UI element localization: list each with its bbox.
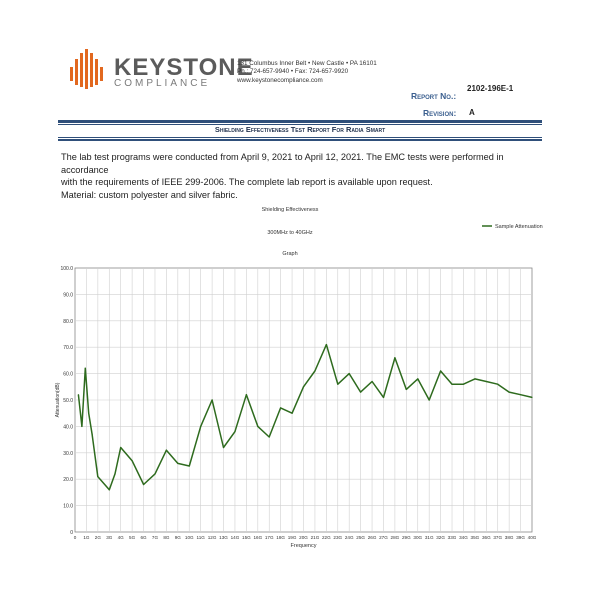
data-point xyxy=(132,460,133,461)
x-tick-label: 6G xyxy=(140,535,147,540)
x-tick-label: 34G xyxy=(459,535,468,540)
x-tick-label: 12G xyxy=(207,535,217,540)
data-point xyxy=(349,373,350,374)
x-tick-label: 29G xyxy=(401,535,411,540)
x-tick-label: 39G xyxy=(516,535,525,540)
data-point xyxy=(463,384,464,385)
data-point xyxy=(371,381,372,382)
data-point xyxy=(120,447,121,448)
data-point xyxy=(143,484,144,485)
x-tick-label: 2G xyxy=(94,535,101,540)
data-point xyxy=(246,394,247,395)
data-point xyxy=(474,378,475,379)
data-point xyxy=(269,436,270,437)
data-point xyxy=(200,426,201,427)
address-line: 131 Columbus Inner Belt • New Castle • PA 16101 xyxy=(237,60,377,67)
x-tick-label: 9G xyxy=(174,535,181,540)
data-point xyxy=(406,389,407,390)
x-tick-label: 11G xyxy=(196,535,205,540)
report-number-label: Report No.: xyxy=(411,91,457,101)
x-tick-label: 30G xyxy=(413,535,423,540)
y-tick-label: 60.0 xyxy=(63,371,73,378)
x-tick-label: 27G xyxy=(379,535,388,540)
material-line: Material: custom polyester and silver fabric. xyxy=(61,189,238,200)
revision-label: Revision: xyxy=(423,108,457,118)
data-point xyxy=(166,450,167,451)
data-point xyxy=(114,473,115,474)
x-tick-label: 23G xyxy=(333,535,343,540)
x-tick-label: 17G xyxy=(264,535,274,540)
data-point xyxy=(154,473,155,474)
data-point xyxy=(109,489,110,490)
y-tick-label: 90.0 xyxy=(63,292,73,299)
x-tick-label: 7G xyxy=(151,535,159,540)
data-point xyxy=(291,413,292,414)
legend-label: Sample Attenuation xyxy=(495,224,543,230)
x-tick-label: 10G xyxy=(184,535,194,540)
data-point xyxy=(92,434,93,435)
x-tick-label: 32G xyxy=(436,535,445,540)
x-tick-label: 1G xyxy=(83,535,90,540)
data-point xyxy=(85,368,86,369)
chart-subtitle: 300MHz to 40GHz xyxy=(267,230,313,236)
y-tick-label: 10.0 xyxy=(63,503,73,510)
x-tick-label: 14G xyxy=(230,535,240,540)
data-point xyxy=(97,476,98,477)
data-point xyxy=(78,394,79,395)
x-tick-label: 24G xyxy=(344,535,354,540)
data-point xyxy=(303,386,304,387)
x-tick-label: 19G xyxy=(287,535,297,540)
intro-line: The lab test programs were conducted from April 9, 2021 to April 12, 2021. The EMC tests were performed in accordance xyxy=(61,152,504,175)
x-tick-label: 37G xyxy=(493,535,503,540)
x-tick-label: 5G xyxy=(129,535,136,540)
data-point xyxy=(337,384,338,385)
data-point xyxy=(486,381,487,382)
data-point xyxy=(383,397,384,398)
y-tick-label: 50.0 xyxy=(63,398,73,404)
report-number-value: 2102-196E-1 xyxy=(467,84,514,93)
x-tick-label: 13G xyxy=(219,535,228,540)
intro-line: with the requirements of IEEE 299-2006. The complete lab report is available upon request. xyxy=(61,177,433,188)
data-point xyxy=(280,407,281,408)
x-tick-label: 25G xyxy=(356,535,365,540)
y-axis-label: Attenuation(dB) xyxy=(55,382,61,418)
x-tick-label: 8G xyxy=(163,535,170,540)
x-tick-label: 26G xyxy=(367,535,377,540)
x-tick-label: 3G xyxy=(106,535,113,540)
y-tick-label: 40.0 xyxy=(63,424,73,431)
address-phone: Ph.: 724-657-9940 • Fax: 724-657-9920 xyxy=(237,68,349,76)
y-tick-label: 70.0 xyxy=(63,345,73,352)
y-tick-label: 30.0 xyxy=(63,450,73,457)
data-point xyxy=(417,378,418,379)
data-point xyxy=(531,397,532,398)
y-tick-label: 20.0 xyxy=(63,477,73,484)
x-tick-label: 22G xyxy=(322,535,331,540)
data-point xyxy=(451,384,452,385)
chart-title: Shielding Effectiveness xyxy=(261,207,319,213)
x-tick-label: 15G xyxy=(242,535,251,540)
data-point xyxy=(326,344,327,345)
x-tick-label: 16G xyxy=(253,535,263,540)
x-tick-label: 21G xyxy=(310,535,320,540)
y-tick-label: 100.0 xyxy=(60,266,73,272)
brand-name: KEYSTONE xyxy=(114,54,254,81)
data-point xyxy=(257,426,258,427)
data-point xyxy=(520,394,521,395)
x-tick-label: 20G xyxy=(299,535,308,540)
data-point xyxy=(429,399,430,400)
x-tick-label: 33G xyxy=(447,535,457,540)
data-point xyxy=(509,391,510,392)
x-tick-label: 4G xyxy=(117,535,124,540)
x-tick-label: 31G xyxy=(424,535,434,540)
x-tick-label: 28G xyxy=(390,535,400,540)
data-point xyxy=(189,465,190,466)
x-tick-label: 36G xyxy=(481,535,491,540)
revision-value: A xyxy=(469,108,475,117)
address-website: www.keystonecompliance.com xyxy=(237,76,323,84)
data-point xyxy=(497,384,498,385)
data-point xyxy=(212,399,213,400)
x-tick-label: 40G xyxy=(527,535,537,540)
y-tick-label: 80.0 xyxy=(63,318,73,325)
x-tick-label: 38G xyxy=(504,535,514,540)
data-point xyxy=(81,426,82,427)
data-point xyxy=(88,413,89,414)
report-title: Shielding Effectiveness Test Report For Radia Smart xyxy=(214,125,386,134)
x-tick-label: 0 xyxy=(73,535,77,540)
chart-caption: Graph xyxy=(282,251,298,257)
x-axis-label: Frequency xyxy=(290,543,317,549)
data-point xyxy=(223,447,224,448)
data-point xyxy=(360,391,361,392)
data-point xyxy=(234,431,235,432)
data-point xyxy=(314,370,315,371)
data-point xyxy=(440,370,441,371)
data-point xyxy=(177,463,178,464)
y-tick-label: 0 xyxy=(70,530,73,536)
brand-subtitle: COMPLIANCE xyxy=(114,78,211,89)
x-tick-label: 35G xyxy=(470,535,480,540)
x-tick-label: 18G xyxy=(276,535,285,540)
data-point xyxy=(394,357,395,358)
